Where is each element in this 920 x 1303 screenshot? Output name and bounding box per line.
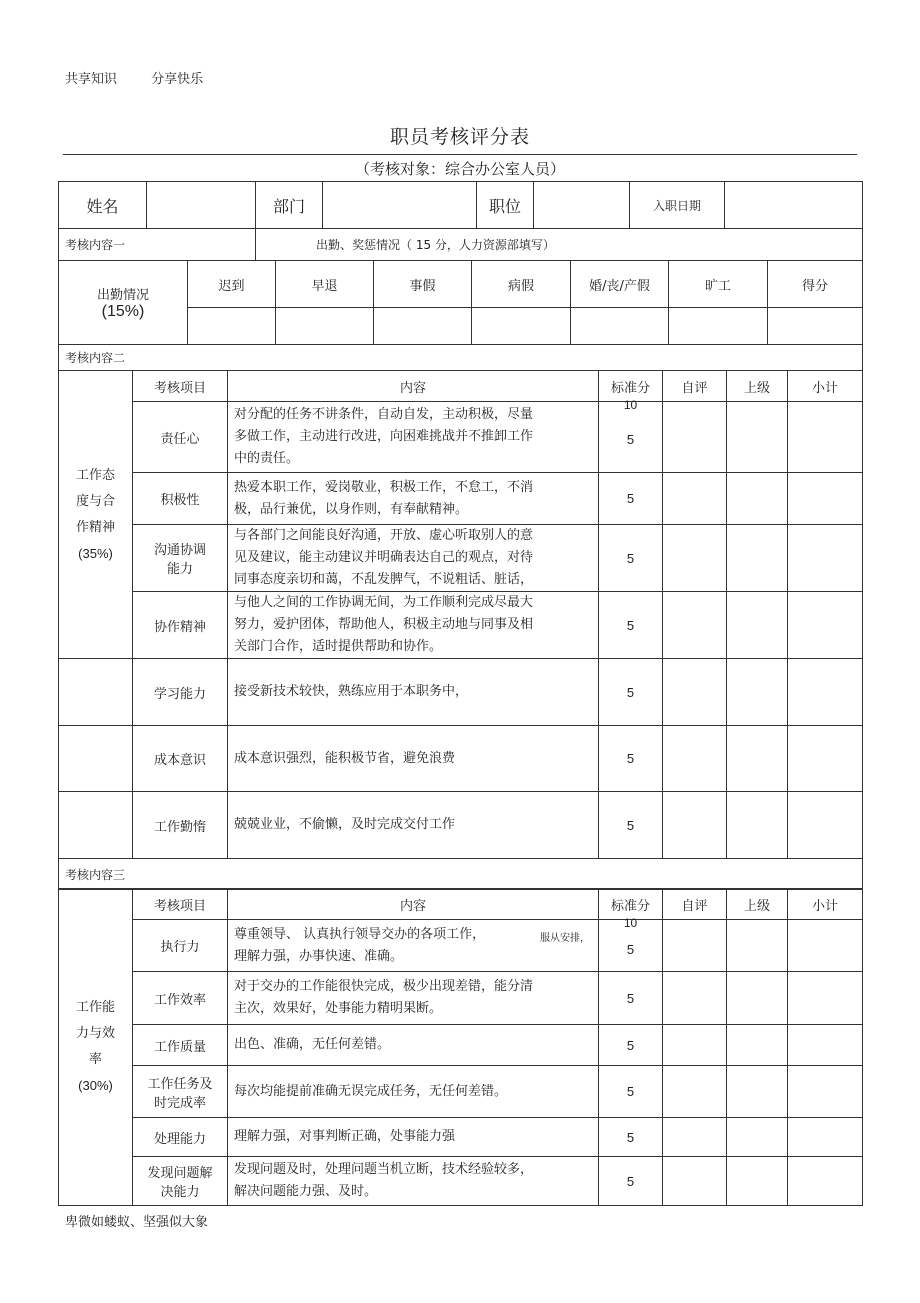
s3-row-content: 对于交办的工作能很快完成，极少出现差错，能分清 主次，效果好，处事能力精明果断。 [228,972,599,1025]
s3-std-total: 10 [623,916,638,930]
s3-total-input[interactable] [788,1066,863,1118]
s3-self-input[interactable] [663,1066,727,1118]
s3-head-std: 标准分 [599,889,663,920]
s3-head-item: 考核项目 [133,889,228,920]
s2-row-item: 学习能力 [133,659,228,726]
section2-label: 考核内容二 [59,345,863,371]
s3-head-total: 小计 [788,889,863,920]
s2-total-input[interactable] [788,592,863,659]
att-input-late[interactable] [188,308,276,345]
section1-label: 考核内容一 [59,229,256,261]
s3-self-input[interactable] [663,1025,727,1066]
s2-sup-input[interactable] [727,592,788,659]
s2-row-content: 对分配的任务不讲条件，自动自发，主动积极，尽量 多做工作，主动进行改进，向困难挑战并不推卸工作 中的责任。 [228,402,599,473]
att-col-late: 迟到 [188,261,276,308]
s3-total-input[interactable] [788,1118,863,1157]
s2-head-total: 小计 [788,371,863,402]
page-subtitle: （考核对象：综合办公室人员） [354,160,565,178]
s3-row-item: 发现问题解 决能力 [133,1157,228,1206]
att-col-early: 早退 [276,261,374,308]
join-date-field[interactable] [725,182,863,229]
s3-head-self: 自评 [663,889,727,920]
s3-row-content: 出色、准确，无任何差错。 [228,1025,599,1066]
s3-row-std: 5 [599,1025,663,1066]
att-input-early[interactable] [276,308,374,345]
s3-sup-input[interactable] [727,972,788,1025]
s3-row-content: 尊重领导、 认真执行领导交办的各项工作， 理解力强，办事快速、准确。 服从安排， [228,920,599,972]
s3-row-note: 服从安排， [540,933,590,944]
s3-sup-input[interactable] [727,1025,788,1066]
s2-row-item: 积极性 [133,473,228,525]
section3-side-line: 率 [88,1052,102,1067]
s3-total-input[interactable] [788,1025,863,1066]
section1-desc: 出勤、奖惩情况（ 15 分，人力资源部填写） [256,229,863,261]
att-input-score[interactable] [768,308,863,345]
att-col-absent: 旷工 [669,261,768,308]
s2-row-std: 5 [599,525,663,592]
s2-sup-input[interactable] [727,525,788,592]
s2-sup-input[interactable] [727,473,788,525]
s3-self-input[interactable] [663,1157,727,1206]
s3-total-input[interactable] [788,920,863,972]
name-field[interactable] [147,182,256,229]
s3-row-item: 工作效率 [133,972,228,1025]
s2-row-content: 与各部门之间能良好沟通，开放、虚心听取别人的意 见及建议，能主动建议并明确表达自己的观点，对待 同事态度亲切和蔼，不乱发脾气，不说粗话、脏话， [228,525,599,592]
section3-side [59,889,133,1206]
s3-row-content: 每次均能提前准确无误完成任务，无任何差错。 [228,1066,599,1118]
s2-std-total: 10 [623,398,638,412]
s2-total-input[interactable] [788,792,863,859]
section3-label: 考核内容三 [59,859,863,890]
s2-self-input[interactable] [663,525,727,592]
att-col-score: 得分 [768,261,863,308]
s2-head-sup: 上级 [727,371,788,402]
name-label: 姓名 [59,182,147,229]
s3-self-input[interactable] [663,1118,727,1157]
s3-head-content: 内容 [228,889,599,920]
s2-row-std [599,398,663,473]
s3-row-content: 理解力强，对事判断正确，处事能力强 [228,1118,599,1157]
s3-row-content: 发现问题及时，处理问题当机立断，技术经验较多， 解决问题能力强、及时。 [228,1157,599,1206]
s3-row-std: 5 [599,1118,663,1157]
s2-row-item: 协作精神 [133,592,228,659]
s3-total-input[interactable] [788,1157,863,1206]
s2-self-input[interactable] [663,402,727,473]
section2-table [58,370,863,890]
section2-side [59,371,133,659]
s3-row-item: 工作质量 [133,1025,228,1066]
s3-row-item: 工作任务及 时完成率 [133,1066,228,1118]
section2-side-pct: (35%) [78,545,113,561]
s3-row-item: 处理能力 [133,1118,228,1157]
s2-self-input[interactable] [663,726,727,792]
s3-row-std: 5 [599,1157,663,1206]
s3-row-std: 5 [599,1066,663,1118]
s2-self-input[interactable] [663,792,727,859]
info-table [58,181,863,261]
s3-self-input[interactable] [663,920,727,972]
s2-side-empty [59,792,133,859]
attendance-side-label: 出勤情况 [96,288,149,303]
header-left: 共享知识 [65,72,118,87]
section3-side-line: 工作能 [75,1000,115,1015]
s2-head-self: 自评 [663,371,727,402]
s2-total-input[interactable] [788,473,863,525]
s2-std-score: 5 [626,432,635,447]
s2-side-empty [59,659,133,726]
att-col-leave: 婚/丧/产假 [571,261,669,308]
att-input-personal[interactable] [374,308,472,345]
page-footer: 卑微如蝼蚁、坚强似大象 [65,1215,209,1230]
s2-total-input[interactable] [788,659,863,726]
s2-row-std: 5 [599,726,663,792]
s3-sup-input[interactable] [727,1066,788,1118]
s2-row-item: 工作勤惰 [133,792,228,859]
page-title: 职员考核评分表 [389,126,530,148]
s2-head-item: 考核项目 [133,371,228,402]
section2-side-line: 工作态 [75,467,115,483]
s3-sup-input[interactable] [727,1118,788,1157]
s2-total-input[interactable] [788,402,863,473]
att-input-absent[interactable] [669,308,768,345]
att-input-leave[interactable] [571,308,669,345]
s3-row-item: 执行力 [133,920,228,972]
s2-row-content: 与他人之间的工作协调无间，为工作顺利完成尽最大 努力，爱护团体，帮助他人，积极主动地与同事及相 关部门合作，适时提供帮助和协作。 [228,592,599,659]
attendance-side-pct: (15%) [101,303,145,320]
s3-self-input[interactable] [663,972,727,1025]
s2-row-content: 热爱本职工作，爱岗敬业，积极工作，不怠工，不消 极，品行兼优，以身作则，有奉献精神。 [228,473,599,525]
s2-sup-input[interactable] [727,726,788,792]
attendance-side [59,261,188,345]
dept-label: 部门 [256,182,323,229]
s2-total-input[interactable] [788,726,863,792]
s2-self-input[interactable] [663,659,727,726]
s3-row-std: 5 [599,972,663,1025]
s2-row-content: 兢兢业业，不偷懒，及时完成交付工作 [228,792,599,859]
s2-side-empty [59,726,133,792]
s2-sup-input[interactable] [727,792,788,859]
attendance-table [58,260,863,371]
s2-head-content: 内容 [228,371,599,402]
s2-row-std: 5 [599,473,663,525]
s2-row-std: 5 [599,659,663,726]
s2-row-content: 接受新技术较快，熟练应用于本职务中， [228,659,599,726]
header-right: 分享快乐 [151,72,204,87]
s2-row-std: 5 [599,792,663,859]
s2-row-content: 成本意识强烈，能积极节省，避免浪费 [228,726,599,792]
position-field[interactable] [534,182,630,229]
page-header [65,68,233,87]
section3-table [58,888,863,1206]
dept-field[interactable] [323,182,477,229]
title-rule [63,154,857,155]
att-input-sick[interactable] [472,308,571,345]
s3-row-std [599,916,663,972]
s2-sup-input[interactable] [727,402,788,473]
s2-row-std: 5 [599,592,663,659]
s2-self-input[interactable] [663,592,727,659]
section3-side-pct: (30%) [78,1078,113,1093]
s3-total-input[interactable] [788,972,863,1025]
section3-side-line: 力与效 [75,1026,115,1041]
s3-sup-input[interactable] [727,1157,788,1206]
s2-row-item: 成本意识 [133,726,228,792]
att-col-sick: 病假 [472,261,571,308]
s3-head-sup: 上级 [727,889,788,920]
position-label: 职位 [477,182,534,229]
s2-head-std: 标准分 [599,371,663,402]
section2-side-line: 作精神 [75,519,115,535]
s2-total-input[interactable] [788,525,863,592]
s2-self-input[interactable] [663,473,727,525]
s3-sup-input[interactable] [727,920,788,972]
att-col-personal: 事假 [374,261,472,308]
join-date-label: 入职日期 [630,182,725,229]
s2-row-item: 沟通协调 能力 [133,525,228,592]
s2-row-item: 责任心 [133,402,228,473]
section2-side-line: 度与合 [75,493,115,509]
s2-sup-input[interactable] [727,659,788,726]
s3-std-score: 5 [626,942,635,957]
